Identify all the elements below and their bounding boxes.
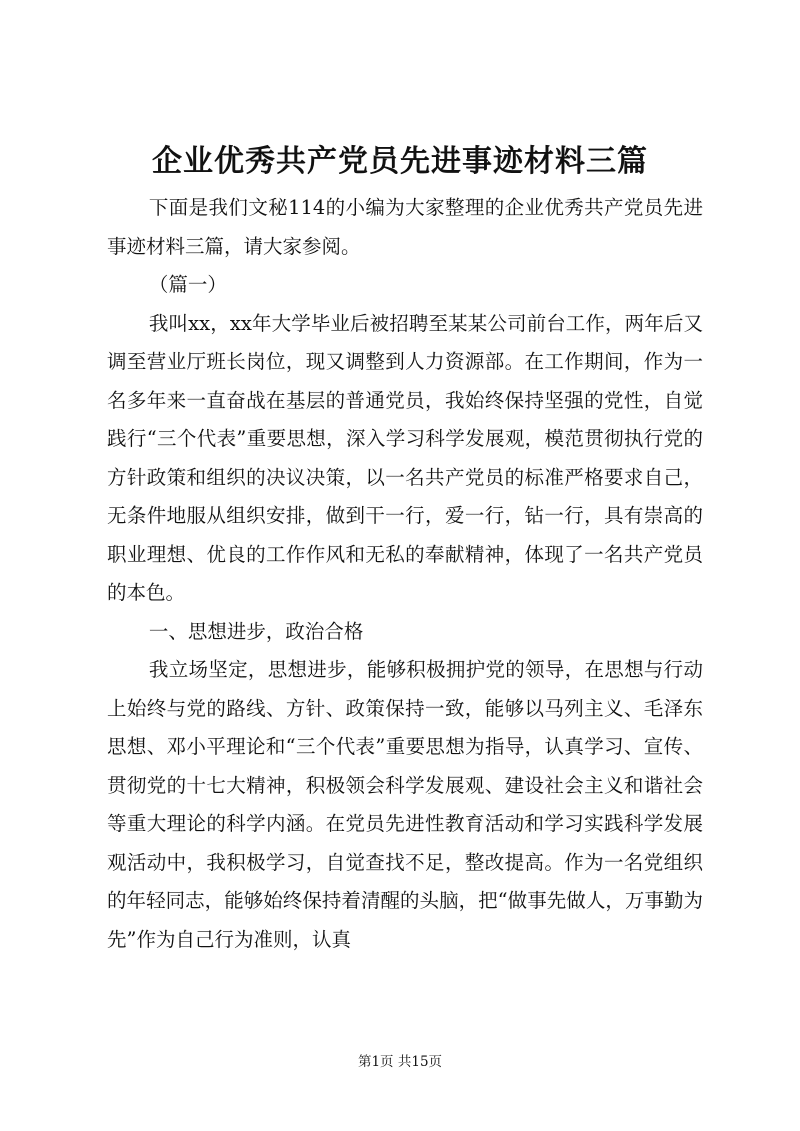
section-marker: （篇一） bbox=[148, 273, 227, 296]
body-paragraph: 我立场坚定，思想进步，能够积极拥护党的领导，在思想与行动上始终与党的路线、方针、政策保持一致，能够以马列主义、毛泽东思想、邓小平理论和“三个代表”重要思想为指导，认真学习、宣传、贯彻党的十七大精神，积极领会科学发展观、建设社会主义和谐社会等重大理论的科学内涵。在党员先进性教育活动和学习实践科学发展观活动中，我积极学习，自觉查找不足，整改提高。作为一名党组织的年轻同志，能够始终保持着清醒的头脑，把“做事先做人，万事勤为先”作为自己行为准则，认真 bbox=[107, 658, 703, 951]
document-title: 企业优秀共产党员先进事迹材料三篇 bbox=[152, 144, 648, 179]
body-paragraph: 我叫xx，xx年大学毕业后被招聘至某某公司前台工作，两年后又调至营业厅班长岗位，现又调整到人力资源部。在工作期间，作为一名多年来一直奋战在基层的普通党员，我始终保持坚强的党性，自觉践行“三个代表”重要思想，深入学习科学发展观，模范贯彻执行党的方针政策和组织的决议决策，以一名共产党员的标准严格要求自己，无条件地服从组织安排，做到干一行，爱一行，钻一行，具有崇高的职业理想、优良的工作作风和无私的奉献精神，体现了一名共产党员的本色。 bbox=[107, 311, 703, 604]
section-heading: 一、思想进步，政治合格 bbox=[148, 619, 364, 643]
page-number-footer: 第1页 共15页 bbox=[357, 1054, 443, 1070]
document-body bbox=[107, 189, 703, 959]
intro-paragraph: 下面是我们文秘114的小编为大家整理的企业优秀共产党员先进事迹材料三篇，请大家参阅。 bbox=[107, 196, 703, 258]
